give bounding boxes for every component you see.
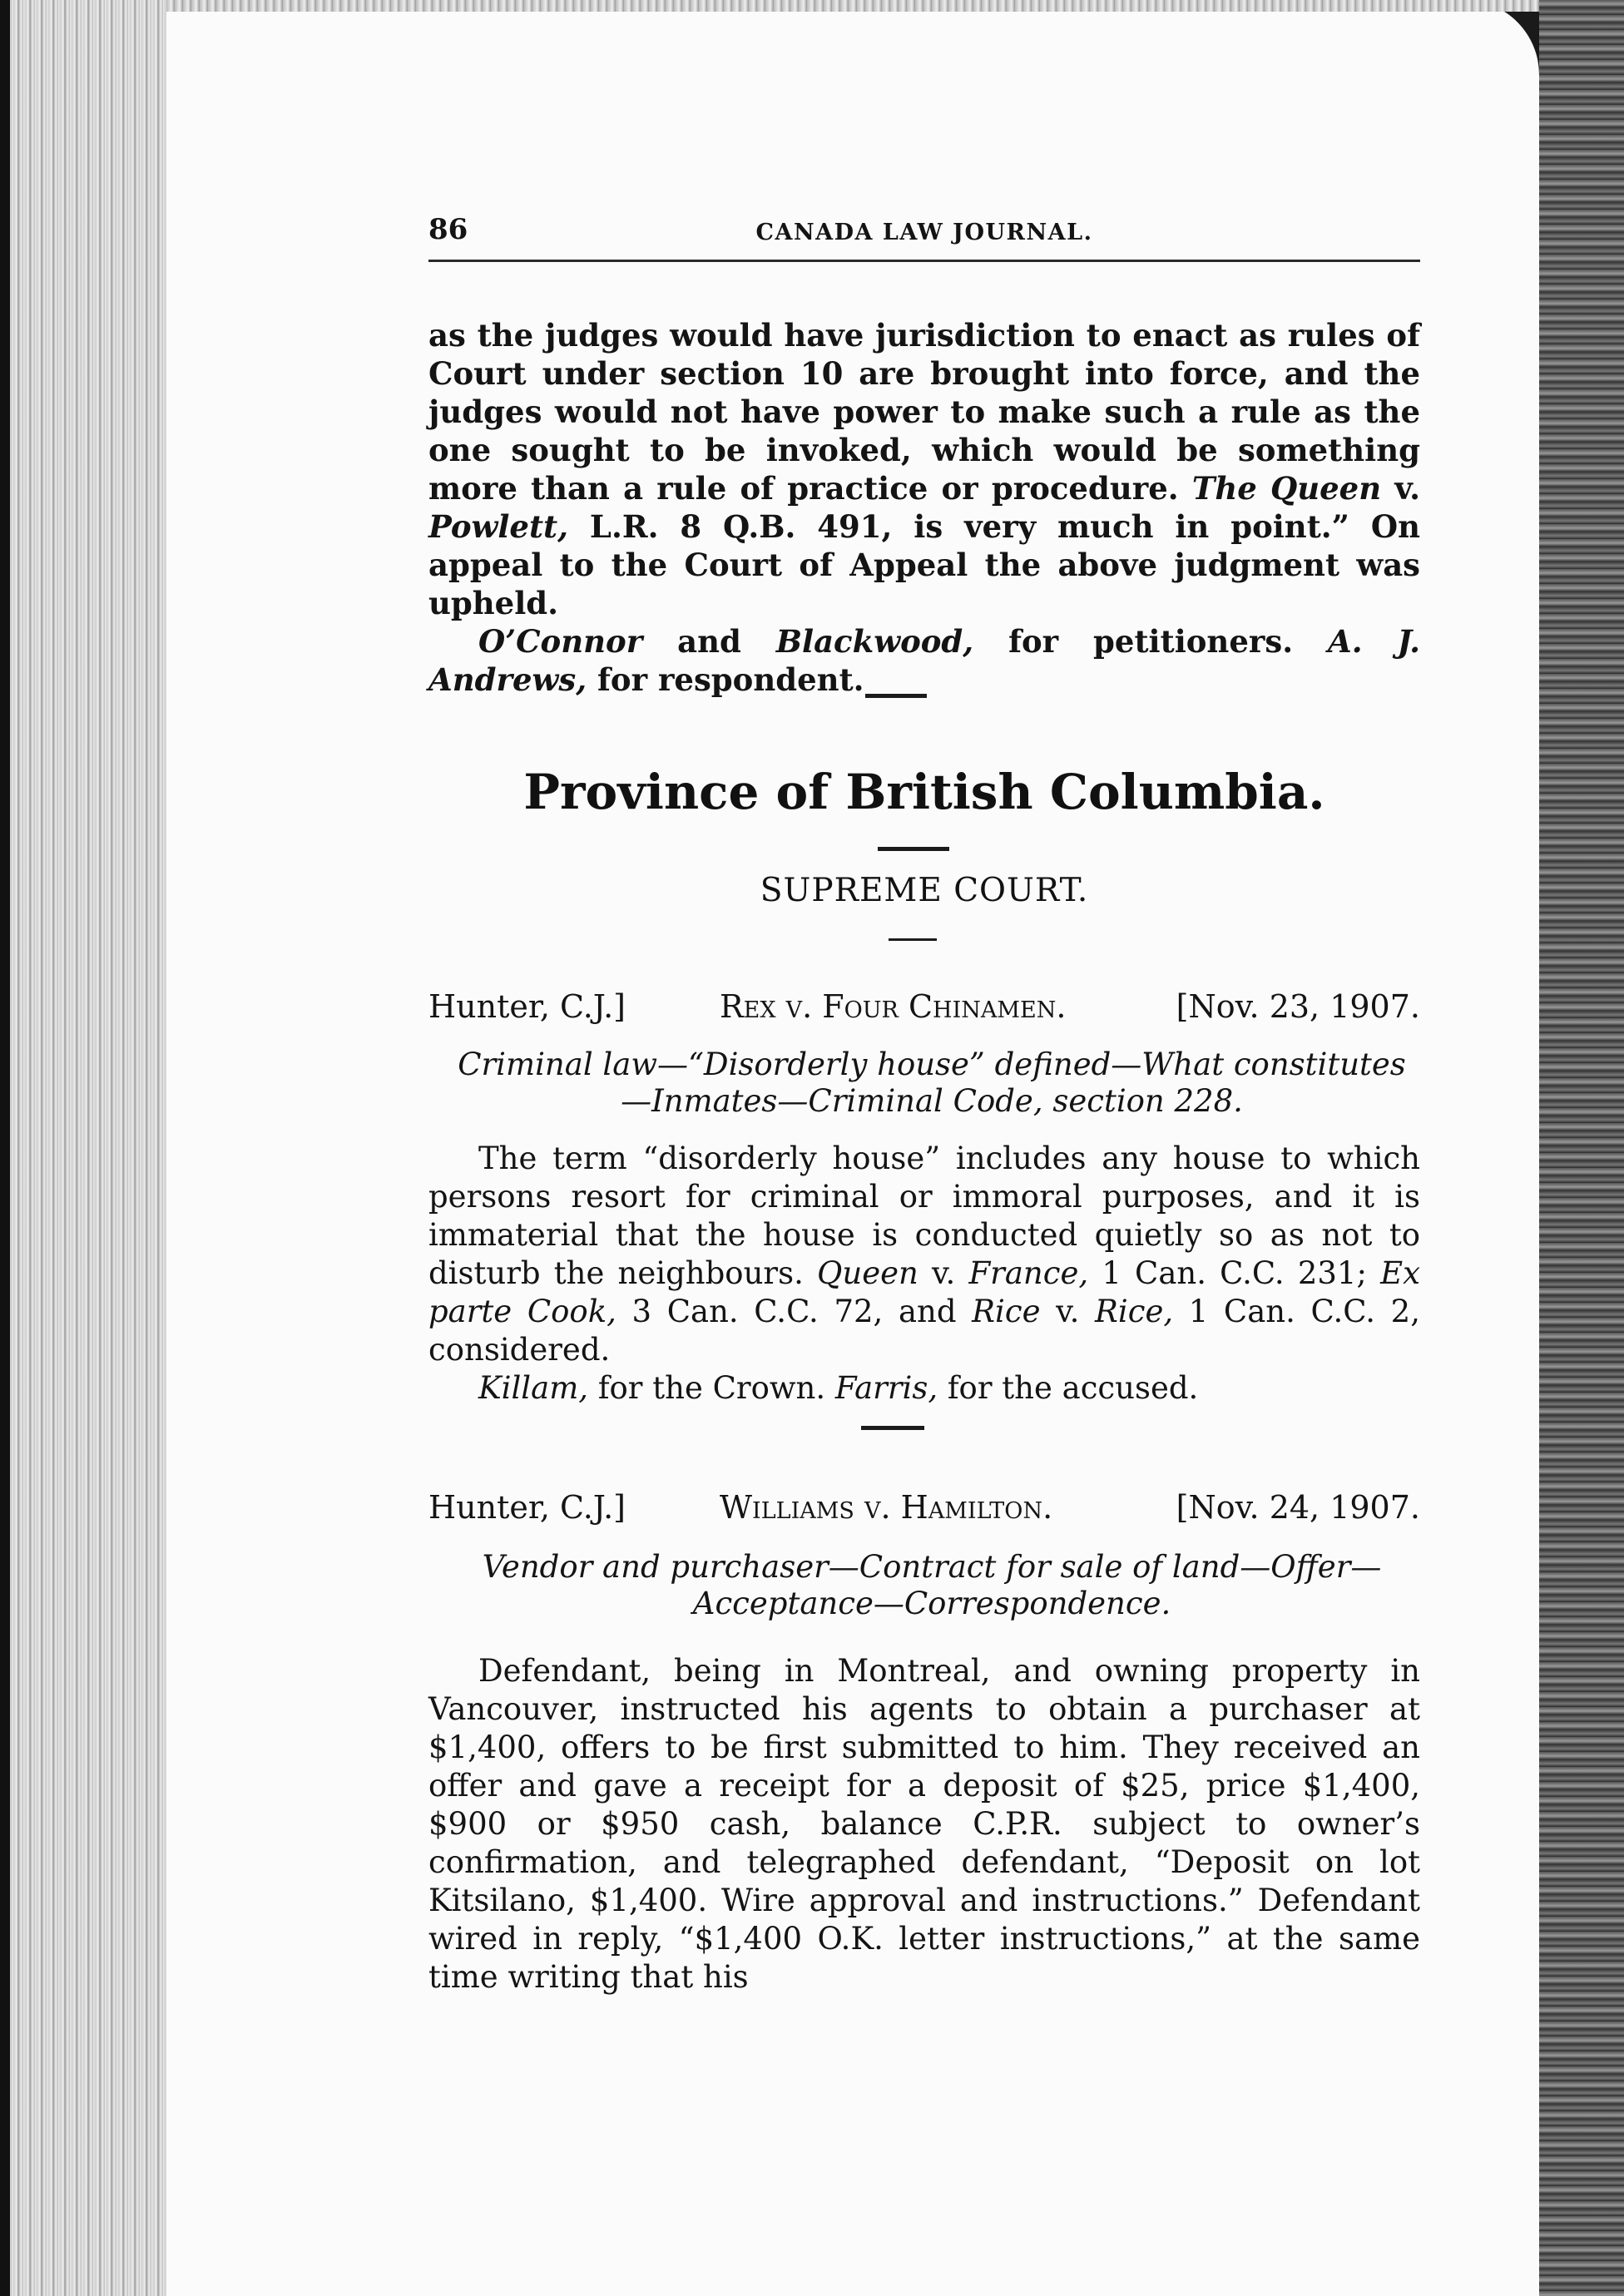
case1-counsel-b: Farris, [834,1370,938,1406]
journal-title: CANADA LAW JOURNAL. [755,220,1093,245]
case1-cite3-tail: 1 Can. C.C. 2, considered. [428,1294,1420,1368]
case1-cite1: Queen [817,1255,918,1291]
counsel-and: and [677,623,741,660]
continuation-paragraph [428,316,1420,622]
case1-name: Rex v. Four Chinamen. [720,988,1067,1025]
running-head [428,213,1420,262]
page-number: 86 [428,213,468,246]
case2-name: Williams v. Hamilton. [720,1489,1053,1526]
case2-date: [Nov. 24, 1907. [1176,1489,1420,1526]
case1-counsel-b-for: for the accused. [947,1370,1199,1406]
counsel-paragraph [428,622,1420,699]
case2-headnote-block [449,1549,1414,1622]
case1-cite3b: Rice, [1095,1294,1174,1329]
section-divider-rule [865,694,927,698]
case1-cite1b: France, [968,1255,1089,1291]
scan-border-right [1539,0,1624,2296]
case1-body-block [428,1140,1420,1408]
continuation-block [428,316,1420,699]
province-heading: Province of British Columbia. [523,764,1325,820]
counsel-a: O’Connor [478,623,643,660]
case1-counsel-a-for: for the Crown. [597,1370,826,1406]
case1-body-text: The term “disorderly house” includes any house to which persons resort for criminal or immoral purposes, and it is immaterial that the house is conducted quietly so as not to disturb the neighbours. [428,1141,1420,1291]
case1-cite2: Ex parte Cook, [428,1255,1421,1329]
case2-headnote: Vendor and purchaser—Contract for sale of land—Offer—Acceptance—Correspondence. [482,1549,1382,1621]
case1-counsel [428,1369,1420,1408]
cite-rest: L.R. 8 Q.B. 491, is very much in point.” On appeal to the Court of Appeal the above judgment was upheld. [428,508,1420,621]
case2-judge: Hunter, C.J.] [428,1489,626,1526]
case1-counsel-a: Killam, [478,1370,589,1406]
continuation-text: as the judges would have jurisdiction to enact as rules of Court under section 10 are brought into force, and the judges would not have power to make such a rule as the one sought to be invoked, which would be something more than a rule of practice or procedure. [428,317,1420,507]
case1-headnote: Criminal law—“Disorderly house” defined—What constitutes—Inmates—Criminal Code, section 228. [458,1047,1406,1119]
cite-case-a: The Queen [1191,470,1382,507]
case1-body [428,1140,1420,1369]
case1-cite1-tail: 1 Can. C.C. 231; [1102,1255,1367,1291]
case2-body: Defendant, being in Montreal, and owning property in Vancouver, instructed his agents to obtain a purchaser at $1,400, offers to be first submitted to him. They received an offer and gave a receipt for a deposit of $25, price $1,400, $900 or $950 cash, balance C.P.R. subject to owner’s confirmation, and telegraphed defendant, “Deposit on lot Kitsilano, $1,400. Wire approval and instructions.” Defendant wired in reply, “$1,400 O.K. letter instructions,” at the same time writing that his [428,1653,1420,1995]
case1-headnote-block [449,1047,1414,1120]
scan-border-top [166,0,1539,12]
case-divider-rule [861,1426,924,1430]
case1-cite3-v: v. [1056,1294,1080,1329]
case1-cite1-v: v. [932,1255,956,1291]
counsel-b: Blackwood, [775,623,974,660]
counsel-for-respondent: for respondent. [597,661,864,698]
court-divider-rule [889,938,937,941]
case1-cite2-tail: 3 Can. C.C. 72, and [631,1294,957,1329]
case2-header [428,1489,1420,1531]
case2-body-block [428,1652,1420,1997]
cite-case-b: Powlett, [428,508,569,545]
scan-shadow-left [0,0,10,2296]
counsel-for-petitioners: for petitioners. [1008,623,1294,660]
counsel-c: A. J. Andrews, [428,623,1420,698]
case1-header [428,988,1420,1030]
case1-date: [Nov. 23, 1907. [1176,988,1420,1025]
case1-cite3: Rice [972,1294,1041,1329]
heading-divider-rule [878,847,949,851]
cite-v: v. [1394,470,1420,507]
court-heading: SUPREME COURT. [760,872,1089,909]
case1-judge: Hunter, C.J.] [428,988,626,1025]
